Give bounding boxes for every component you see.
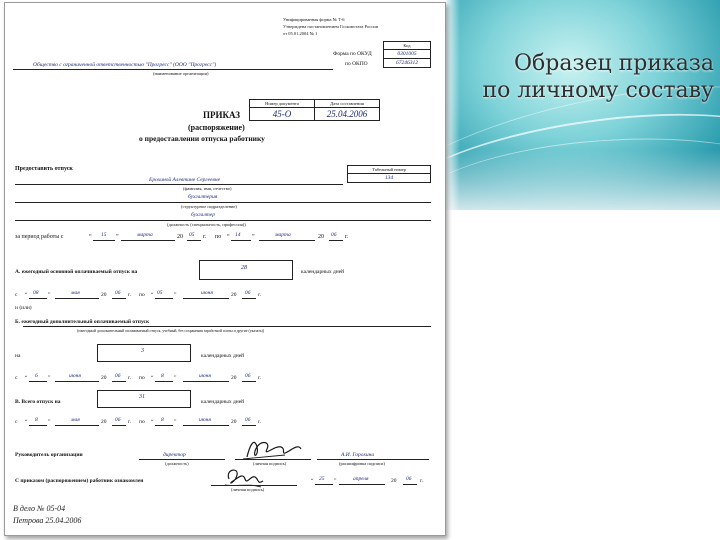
order-title: ПРИКАЗ — [203, 110, 241, 120]
period-label: за период работы с — [15, 234, 64, 240]
date-value: 25.04.2006 — [314, 107, 380, 121]
period-to-year: 06 — [331, 232, 337, 238]
period-from-month: марта — [137, 232, 153, 238]
period-to-label: по — [215, 234, 222, 240]
section-b-caption: (ежегодный дополнительный оплачиваемый отпуск, учебный, без сохранения заработной платы и другие (указать)) — [77, 329, 265, 333]
section-b-label: Б. ежегодный дополнительный оплачиваемый отпуск — [15, 319, 150, 325]
head-name-caption: (расшифровка подписи) — [339, 461, 385, 466]
section-a-days: 28 — [241, 265, 247, 271]
slide-title — [454, 50, 714, 104]
period-to-day: 14 — [235, 232, 241, 238]
section-b-calendar-days: календарных дней — [201, 353, 245, 359]
docnum-header: Номер документа — [249, 99, 315, 108]
acquainted-label: С приказом (распоряжением) работник ознакомлен — [15, 478, 144, 484]
organization-caption: (наименование организации) — [153, 71, 209, 76]
department: бухгалтерия — [188, 194, 218, 200]
decorative-fade — [446, 150, 720, 240]
b-to-day: 8 — [161, 373, 164, 379]
a-from-year: 06 — [115, 290, 121, 296]
department-caption: (структурное подразделение) — [181, 204, 237, 209]
okpo-label: по ОКПО — [345, 61, 368, 67]
head-position: директор — [163, 452, 186, 458]
slide-title-line-1: Образец приказа — [513, 51, 714, 76]
code-header: Код — [383, 41, 431, 50]
b-from-day: 6 — [35, 373, 38, 379]
b-from-year: 06 — [115, 373, 121, 379]
c-from-year: 06 — [115, 417, 121, 423]
archive-note-line-2: Петрова 25.04.2006 — [13, 516, 82, 525]
period-from-year: 05 — [189, 232, 195, 238]
b-to-month: июня — [199, 373, 211, 379]
unified-form-label: Унифицированная форма № Т-6 — [283, 17, 345, 22]
a-from-month: мая — [71, 290, 80, 296]
acquainted-year: 06 — [406, 476, 412, 482]
organization-name: Общество с ограниченной ответственностью "Прогресс" (ООО "Прогресс") — [33, 62, 217, 68]
order-subject: о предоставлении отпуска работнику — [139, 134, 265, 143]
approval-line-2: от 05.01.2004 № 1 — [283, 31, 318, 36]
head-label: Руководитель организации — [15, 452, 83, 458]
employee-name: Ерохиной Алевтине Сергеевне — [149, 177, 221, 183]
and-or-label: и (или) — [15, 305, 32, 311]
a-to-month: июня — [201, 290, 213, 296]
a-from-day: 08 — [33, 290, 39, 296]
okud-label: Форма по ОКУД — [333, 51, 372, 57]
date-header: Дата составления — [314, 99, 380, 108]
position: бухгалтер — [191, 212, 215, 218]
employee-signature-caption: (личная подпись) — [231, 487, 265, 492]
slide-title-line-2: по личному составу — [482, 78, 714, 103]
section-a-label: А. ежегодный основной оплачиваемый отпуск на — [15, 269, 138, 275]
acquainted-month: апреля — [353, 476, 369, 482]
acquainted-day: 25 — [319, 476, 325, 482]
c-from-day: 8 — [35, 417, 38, 423]
b-to-year: 06 — [245, 373, 251, 379]
section-b-days: 3 — [141, 348, 144, 354]
section-a-calendar-days: календарных дней — [301, 269, 345, 275]
period-to-month: марта — [275, 232, 291, 238]
section-c-days: 31 — [139, 394, 145, 400]
decorative-edge — [446, 0, 460, 210]
docnum-value: 45-О — [249, 107, 315, 121]
order-document: Унифицированная форма № Т-6 Утверждена постановлением Госкомстата России от 05.01.2004 № 1 Код 0301005 67246312 Форма по ОКУД по ОКПО Общество с ограниченной ответственностью "Прогресс" (ООО "Прогресс") (наименование организации) Номер документа Дата составления 45-О 25.04.2006 ПРИКАЗ (распоряжение) о предоставлении отпуска работнику Предоставить отпуск Табельный номер 134 Ерохиной Алевтине Сергеевне (фамилия, имя, отчество) бухгалтерия (структурное подразделение) бухгалтер (должность (специальность, профессия)) за период работы с “ 15 ” марта 20 05 г. по “ 14 ” марта 20 06 г. А. ежегодный основной оплачиваемый отпуск на 28 календарных дней с “ 08 ” мая 20 06 г. по “ 05 ” июня 20 06 г. и (или) Б. ежегодный дополнительный оплачиваемый отпуск (ежегодный дополнительный оплачиваемый отпуск, учебный, без сохранения заработной платы и другие (указать)) на 3 календарных дней с “ 6 ” июня 20 06 г. по “ 8 ” июня 20 06 г. В. Всего отпуск на 31 календарных дней с “ 8 ” мая 20 06 г. по “ 8 ” июня 20 06 г. Руководитель организации директор (должность) (личная подпись) А.И. Горохина (расшифровка подписи) С приказом (распоряжением) работник ознакомлен (личная подпись) “ 25 ” апреля 20 06 г. В дело № 05-04 Петрова 25.04.2006 — [4, 2, 446, 536]
c-to-year: 06 — [245, 417, 251, 423]
position-caption: (должность (специальность, профессия)) — [167, 222, 246, 227]
okud-value: 0301005 — [383, 49, 431, 59]
a-to-day: 05 — [157, 290, 163, 296]
head-position-caption: (должность) — [165, 461, 189, 466]
section-c-calendar-days: календарных дней — [201, 399, 245, 405]
period-from-day: 15 — [101, 232, 107, 238]
c-to-month: июня — [199, 417, 211, 423]
c-to-day: 8 — [161, 417, 164, 423]
tab-number-value: 134 — [347, 173, 431, 183]
grant-leave-label: Предоставить отпуск — [15, 166, 73, 172]
section-b-days-box — [97, 344, 191, 362]
c-from-month: мая — [71, 417, 80, 423]
name-caption: (фамилия, имя, отчество) — [183, 186, 232, 191]
order-subtitle: (распоряжение) — [188, 123, 245, 132]
approval-line-1: Утверждена постановлением Госкомстата России — [283, 24, 379, 29]
b-from-month: июня — [69, 373, 81, 379]
a-to-year: 06 — [245, 290, 251, 296]
okpo-value: 67246312 — [383, 58, 431, 68]
head-signature-caption: (личная подпись) — [253, 461, 287, 466]
archive-note-line-1: В дело № 05-04 — [13, 504, 66, 513]
tab-number-header: Табельный номер — [347, 165, 431, 174]
head-name: А.И. Горохина — [341, 452, 375, 458]
section-c-label: В. Всего отпуск на — [15, 399, 61, 405]
